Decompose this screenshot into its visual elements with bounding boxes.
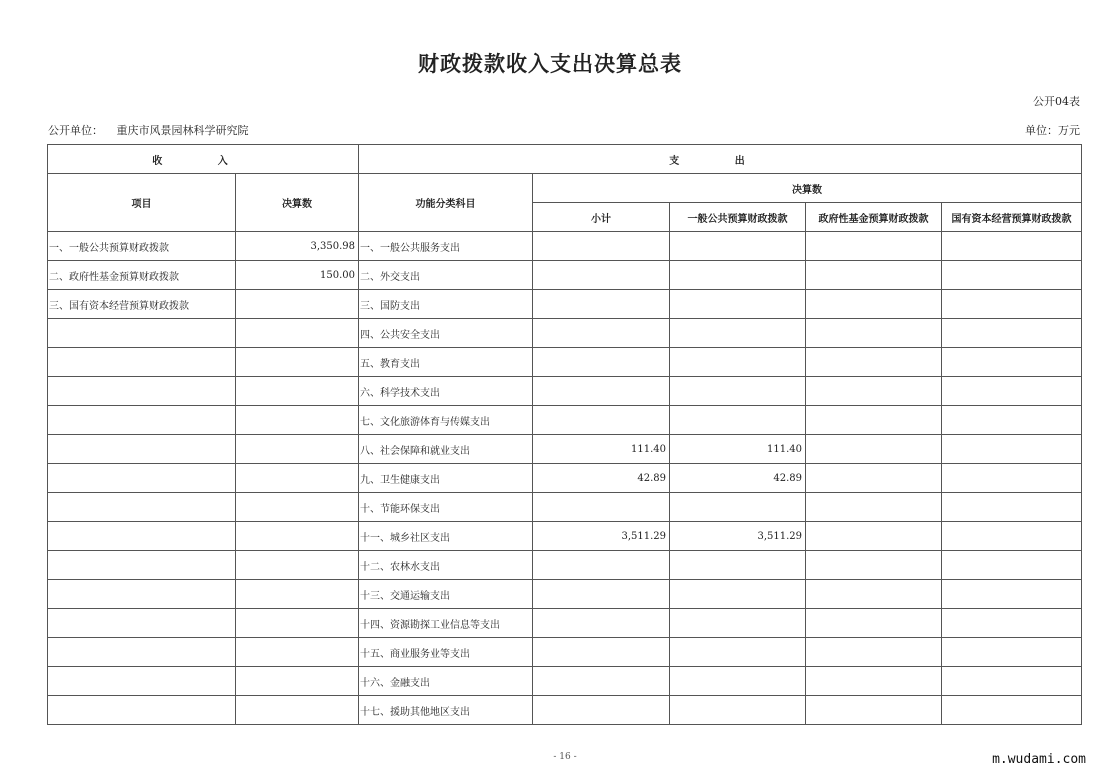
- income-item-cell: [48, 406, 236, 435]
- table-row: [48, 290, 1082, 319]
- table-row: [48, 667, 1082, 696]
- state-capital-cell: [942, 493, 1082, 522]
- gov-fund-cell: [806, 435, 942, 464]
- unit-label: 单位：万元: [1025, 124, 1080, 137]
- subtotal-cell: [533, 348, 670, 377]
- subtotal-cell: [533, 232, 670, 261]
- subtotal-cell: [533, 290, 670, 319]
- gov-fund-header: 政府性基金预算财政拨款: [806, 203, 942, 232]
- income-header: 收 入: [48, 145, 359, 174]
- state-capital-cell: [942, 435, 1082, 464]
- income-amount-cell: [236, 493, 359, 522]
- function-category-header: 功能分类科目: [359, 174, 533, 232]
- subtotal-header: 小计: [533, 203, 670, 232]
- table-row: [48, 261, 1082, 290]
- expense-item-cell: 十五、商业服务业等支出: [359, 638, 533, 667]
- income-amount-cell: [236, 319, 359, 348]
- org-label: 公开单位：: [48, 124, 103, 137]
- gov-fund-cell: [806, 580, 942, 609]
- income-item-cell: [48, 493, 236, 522]
- subtotal-cell: [533, 493, 670, 522]
- subtotal-cell: 111.40: [533, 435, 670, 464]
- general-budget-cell: [670, 406, 806, 435]
- gov-fund-cell: [806, 667, 942, 696]
- state-capital-cell: [942, 464, 1082, 493]
- income-amount-cell: [236, 667, 359, 696]
- expense-item-cell: 八、社会保障和就业支出: [359, 435, 533, 464]
- page-number: - 16 -: [553, 752, 577, 762]
- gov-fund-cell: [806, 464, 942, 493]
- table-row: [48, 464, 1082, 493]
- income-item-cell: [48, 435, 236, 464]
- income-amount-cell: [236, 348, 359, 377]
- expense-item-cell: 十二、农林水支出: [359, 551, 533, 580]
- gov-fund-cell: [806, 638, 942, 667]
- general-budget-cell: [670, 551, 806, 580]
- general-budget-header: 一般公共预算财政拨款: [670, 203, 806, 232]
- general-budget-cell: 3,511.29: [670, 522, 806, 551]
- budget-table: [47, 144, 1082, 725]
- expense-item-cell: 三、国防支出: [359, 290, 533, 319]
- income-amount-cell: [236, 609, 359, 638]
- subtotal-cell: [533, 609, 670, 638]
- general-budget-cell: [670, 377, 806, 406]
- income-amount-cell: 3,350.98: [236, 232, 359, 261]
- expense-item-cell: 九、卫生健康支出: [359, 464, 533, 493]
- income-amount-cell: [236, 551, 359, 580]
- page-title: 财政拨款收入支出决算总表: [418, 51, 682, 76]
- table-row: [48, 696, 1082, 725]
- final-amount-group-header: 决算数: [533, 174, 1082, 203]
- org-name: 重庆市风景园林科学研究院: [116, 124, 249, 137]
- subtotal-cell: [533, 580, 670, 609]
- income-item-cell: [48, 638, 236, 667]
- state-capital-cell: [942, 609, 1082, 638]
- general-budget-cell: [670, 580, 806, 609]
- gov-fund-cell: [806, 290, 942, 319]
- gov-fund-cell: [806, 348, 942, 377]
- income-item-cell: [48, 348, 236, 377]
- income-item-cell: [48, 580, 236, 609]
- income-item-cell: [48, 696, 236, 725]
- income-amount-cell: [236, 406, 359, 435]
- income-item-cell: 一、一般公共预算财政拨款: [48, 232, 236, 261]
- general-budget-cell: [670, 609, 806, 638]
- expense-item-cell: 十、节能环保支出: [359, 493, 533, 522]
- state-capital-header: 国有资本经营预算财政拨款: [942, 203, 1082, 232]
- expense-item-cell: 十三、交通运输支出: [359, 580, 533, 609]
- income-amount-cell: 150.00: [236, 261, 359, 290]
- state-capital-cell: [942, 348, 1082, 377]
- final-amount-header: 决算数: [236, 174, 359, 232]
- general-budget-cell: [670, 348, 806, 377]
- state-capital-cell: [942, 580, 1082, 609]
- gov-fund-cell: [806, 551, 942, 580]
- gov-fund-cell: [806, 493, 942, 522]
- general-budget-cell: 111.40: [670, 435, 806, 464]
- subtotal-cell: [533, 406, 670, 435]
- table-row: [48, 377, 1082, 406]
- gov-fund-cell: [806, 261, 942, 290]
- expense-item-cell: 六、科学技术支出: [359, 377, 533, 406]
- income-item-cell: [48, 522, 236, 551]
- income-item-cell: [48, 609, 236, 638]
- expense-item-cell: 七、文化旅游体育与传媒支出: [359, 406, 533, 435]
- subtotal-cell: [533, 696, 670, 725]
- income-amount-cell: [236, 638, 359, 667]
- income-item-cell: [48, 667, 236, 696]
- subtotal-cell: 42.89: [533, 464, 670, 493]
- table-row: [48, 232, 1082, 261]
- gov-fund-cell: [806, 696, 942, 725]
- table-row: [48, 348, 1082, 377]
- state-capital-cell: [942, 377, 1082, 406]
- general-budget-cell: 42.89: [670, 464, 806, 493]
- income-item-cell: [48, 377, 236, 406]
- income-amount-cell: [236, 696, 359, 725]
- watermark: m.wudami.com: [992, 752, 1086, 767]
- income-item-cell: [48, 551, 236, 580]
- expense-item-cell: 十四、资源勘探工业信息等支出: [359, 609, 533, 638]
- income-amount-cell: [236, 377, 359, 406]
- gov-fund-cell: [806, 406, 942, 435]
- table-row: [48, 435, 1082, 464]
- subtotal-cell: [533, 638, 670, 667]
- income-amount-cell: [236, 464, 359, 493]
- subtotal-cell: 3,511.29: [533, 522, 670, 551]
- general-budget-cell: [670, 638, 806, 667]
- expense-item-cell: 四、公共安全支出: [359, 319, 533, 348]
- gov-fund-cell: [806, 609, 942, 638]
- general-budget-cell: [670, 261, 806, 290]
- general-budget-cell: [670, 493, 806, 522]
- subtotal-cell: [533, 377, 670, 406]
- gov-fund-cell: [806, 377, 942, 406]
- general-budget-cell: [670, 696, 806, 725]
- subtotal-cell: [533, 261, 670, 290]
- expense-item-cell: 十七、援助其他地区支出: [359, 696, 533, 725]
- income-item-cell: [48, 464, 236, 493]
- table-row: [48, 319, 1082, 348]
- state-capital-cell: [942, 290, 1082, 319]
- table-row: [48, 609, 1082, 638]
- subtotal-cell: [533, 551, 670, 580]
- state-capital-cell: [942, 406, 1082, 435]
- income-item-cell: 三、国有资本经营预算财政拨款: [48, 290, 236, 319]
- table-row: [48, 638, 1082, 667]
- gov-fund-cell: [806, 319, 942, 348]
- income-amount-cell: [236, 290, 359, 319]
- expense-item-cell: 一、一般公共服务支出: [359, 232, 533, 261]
- general-budget-cell: [670, 319, 806, 348]
- gov-fund-cell: [806, 232, 942, 261]
- general-budget-cell: [670, 667, 806, 696]
- state-capital-cell: [942, 551, 1082, 580]
- table-row: [48, 493, 1082, 522]
- income-amount-cell: [236, 522, 359, 551]
- table-row: [48, 406, 1082, 435]
- expense-item-cell: 五、教育支出: [359, 348, 533, 377]
- state-capital-cell: [942, 319, 1082, 348]
- state-capital-cell: [942, 667, 1082, 696]
- item-header: 项目: [48, 174, 236, 232]
- expense-item-cell: 十六、金融支出: [359, 667, 533, 696]
- income-item-cell: [48, 319, 236, 348]
- income-amount-cell: [236, 580, 359, 609]
- form-number: 公开04表: [1033, 95, 1080, 108]
- state-capital-cell: [942, 261, 1082, 290]
- table-row: [48, 551, 1082, 580]
- state-capital-cell: [942, 232, 1082, 261]
- table-row: [48, 522, 1082, 551]
- general-budget-cell: [670, 290, 806, 319]
- gov-fund-cell: [806, 522, 942, 551]
- unit-line: [48, 122, 1080, 138]
- state-capital-cell: [942, 522, 1082, 551]
- state-capital-cell: [942, 638, 1082, 667]
- subtotal-cell: [533, 667, 670, 696]
- income-item-cell: 二、政府性基金预算财政拨款: [48, 261, 236, 290]
- state-capital-cell: [942, 696, 1082, 725]
- general-budget-cell: [670, 232, 806, 261]
- income-amount-cell: [236, 435, 359, 464]
- expense-item-cell: 十一、城乡社区支出: [359, 522, 533, 551]
- expense-item-cell: 二、外交支出: [359, 261, 533, 290]
- expense-header: 支 出: [359, 145, 1082, 174]
- subtotal-cell: [533, 319, 670, 348]
- table-row: [48, 580, 1082, 609]
